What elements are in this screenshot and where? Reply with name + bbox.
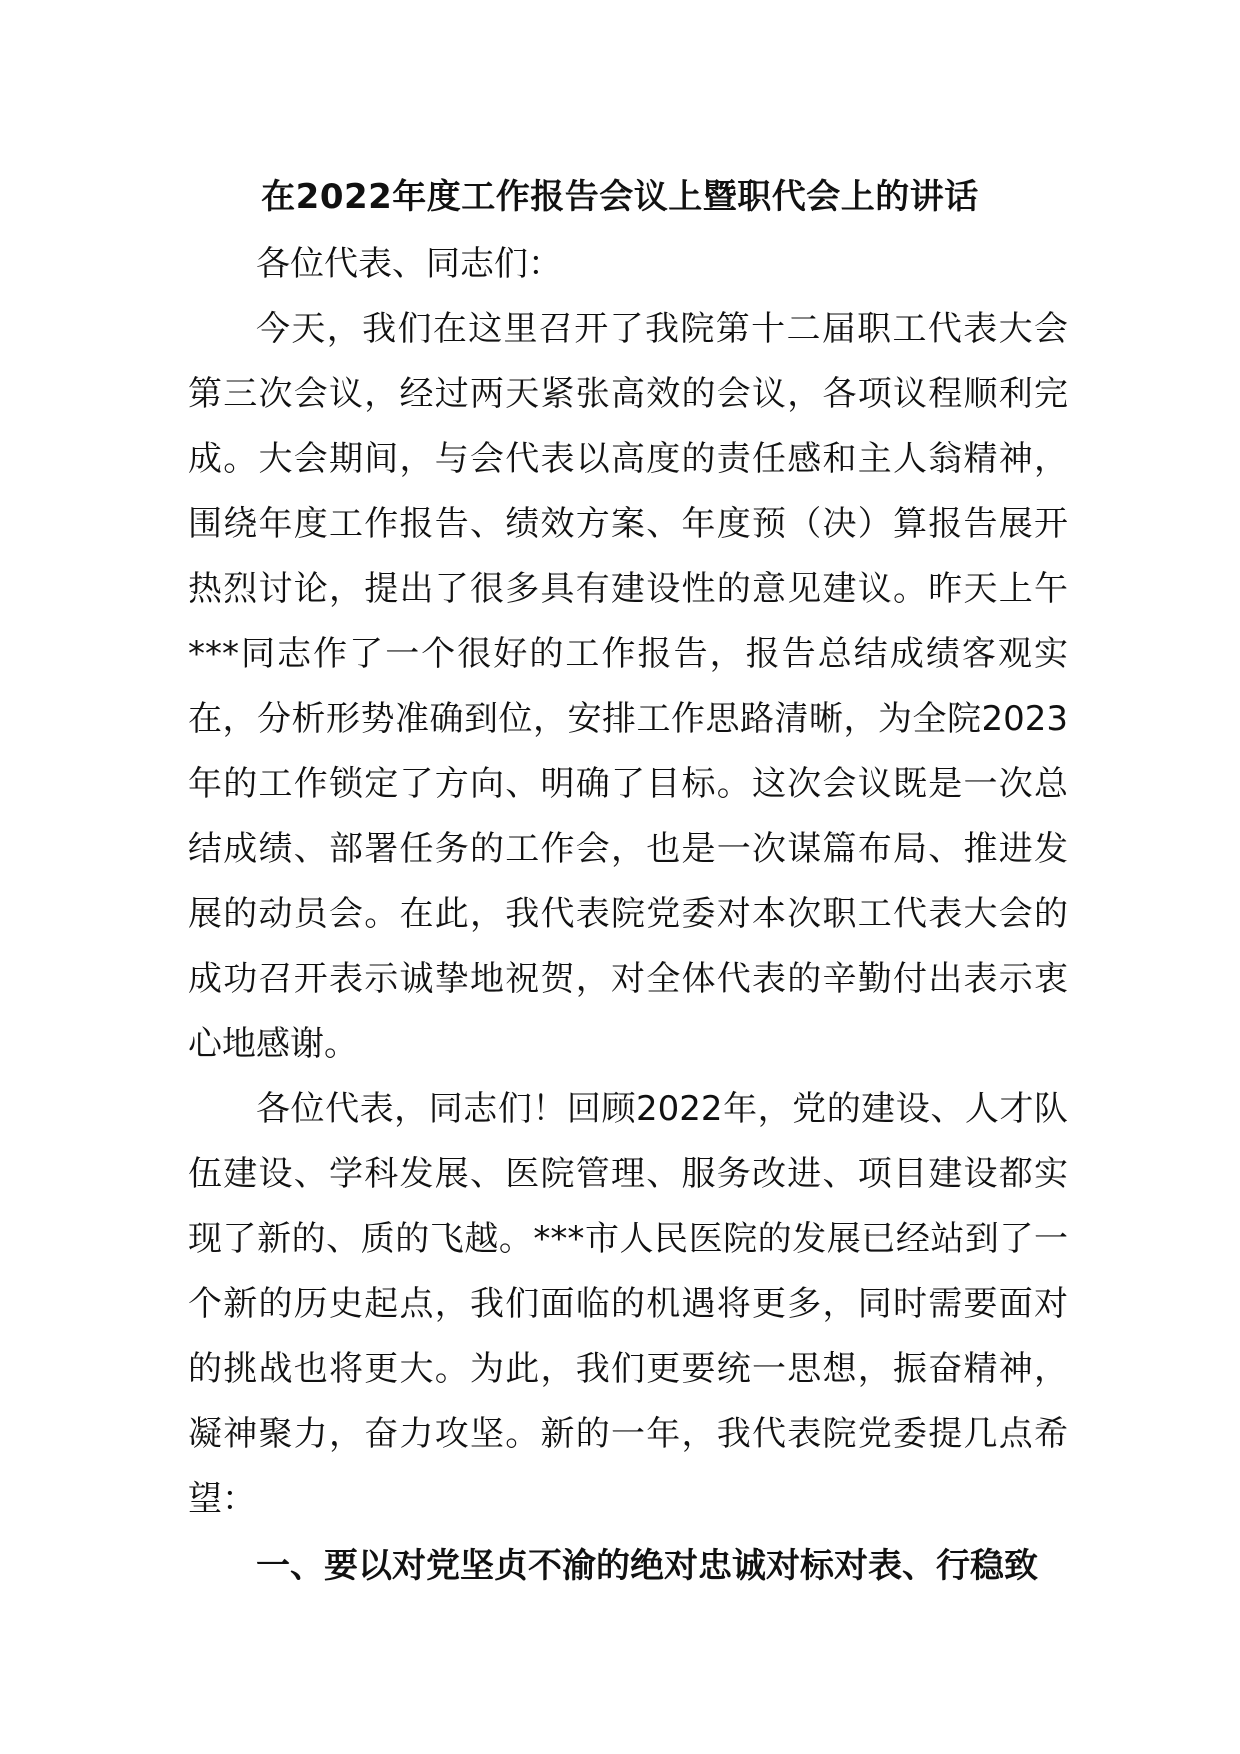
section-heading-1: 一、要以对党坚贞不渝的绝对忠诚对标对表、行稳致 [256, 1546, 1038, 1586]
document-title: 在2022年度工作报告会议上暨职代会上的讲话 [261, 177, 979, 217]
paragraph-review: 各位代表，同志们！回顾2022年，党的建设、人才队伍建设、学科发展、医院管理、服务改进、项目建设都实现了新的、质的飞越。***市人民医院的发展已经站到了一个新的历史起点，我们面临的机遇将更多，同时需要面对的挑战也将更大。为此，我们更要统一思想，振奋精神，凝神聚力，奋力攻坚。新的一年，我代表院党委提几点希望： [188, 1089, 1068, 1519]
document-body [188, 232, 1068, 1599]
salutation: 各位代表、同志们： [256, 244, 562, 284]
paragraph-opening: 今天，我们在这里召开了我院第十二届职工代表大会第三次会议，经过两天紧张高效的会议，各项议程顺利完成。大会期间，与会代表以高度的责任感和主人翁精神，围绕年度工作报告、绩效方案、年度预（决）算报告展开热烈讨论，提出了很多具有建设性的意见建议。昨天上午***同志作了一个很好的工作报告，报告总结成绩客观实在，分析形势准确到位，安排工作思路清晰，为全院2023年的工作锁定了方向、明确了目标。这次会议既是一次总结成绩、部署任务的工作会，也是一次谋篇布局、推进发展的动员会。在此，我代表院党委对本次职工代表大会的成功召开表示诚挚地祝贺，对全体代表的辛勤付出表示衷心地感谢。 [188, 309, 1068, 1064]
